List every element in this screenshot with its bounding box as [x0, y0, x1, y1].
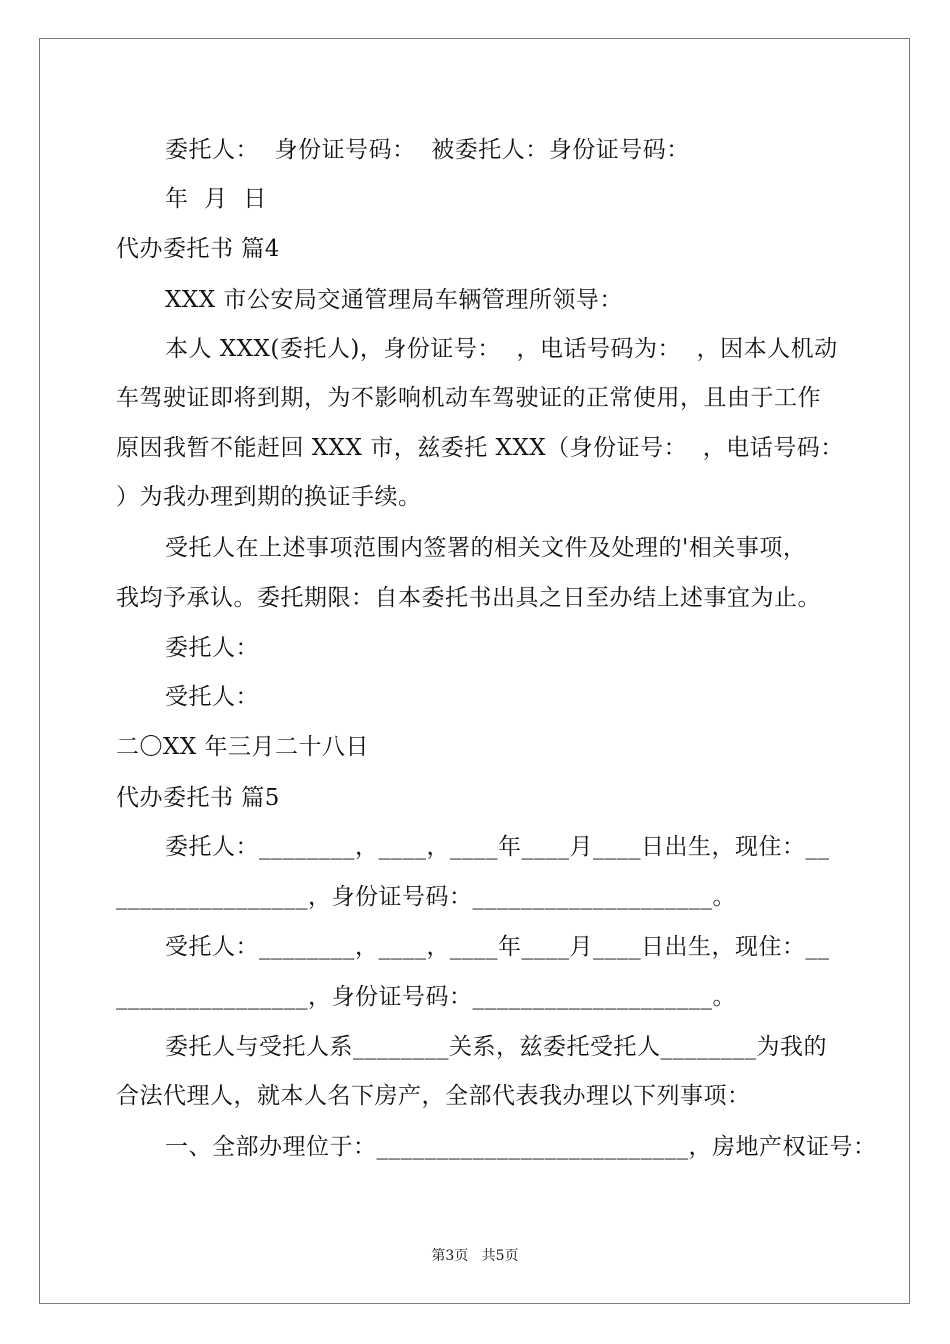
text-line: 年 月 日 — [165, 186, 267, 212]
text-line: 车驾驶证即将到期，为不影响机动车驾驶证的正常使用，且由于工作 — [116, 385, 821, 411]
text-line: 委托人： — [165, 635, 259, 661]
text-line: ________________，身份证号码：____________________。 — [116, 984, 736, 1010]
text-line: 原因我暂不能赶回 XXX 市，兹委托 XXX（身份证号： ，电话号码： — [116, 435, 844, 461]
section-heading: 代办委托书 篇4 — [116, 236, 280, 262]
text-line: ）为我办理到期的换证手续。 — [116, 484, 422, 510]
page-border — [39, 38, 910, 1304]
text-line: 受托人：________，____，____年____月____日出生，现住：__ — [165, 934, 830, 960]
text-line: 一、全部办理位于：__________________________，房地产权证号： — [165, 1134, 877, 1160]
text-line: 受托人： — [165, 684, 259, 710]
date-line: 二〇XX 年三月二十八日 — [116, 734, 370, 760]
text-line: 我均予承认。委托期限：自本委托书出具之日至办结上述事宜为止。 — [116, 585, 821, 611]
text-line: 合法代理人，就本人名下房产，全部代表我办理以下列事项： — [116, 1083, 751, 1109]
text-line: 本人 XXX(委托人)，身份证号： ，电话号码为： ，因本人机动 — [165, 336, 838, 362]
text-line: 委托人：________，____，____年____月____日出生，现住：__ — [165, 834, 830, 860]
section-heading: 代办委托书 篇5 — [116, 785, 280, 811]
text-line: XXX 市公安局交通管理局车辆管理所领导： — [165, 287, 623, 313]
page-number: 第3页 共5页 — [431, 1248, 519, 1264]
text-line: 委托人： 身份证号码： 被委托人：身份证号码： — [165, 137, 690, 163]
text-line: 受托人在上述事项范围内签署的相关文件及处理的'相关事项， — [165, 535, 807, 561]
text-line: ________________，身份证号码：____________________。 — [116, 884, 736, 910]
text-line: 委托人与受托人系________关系，兹委托受托人________为我的 — [165, 1034, 827, 1060]
